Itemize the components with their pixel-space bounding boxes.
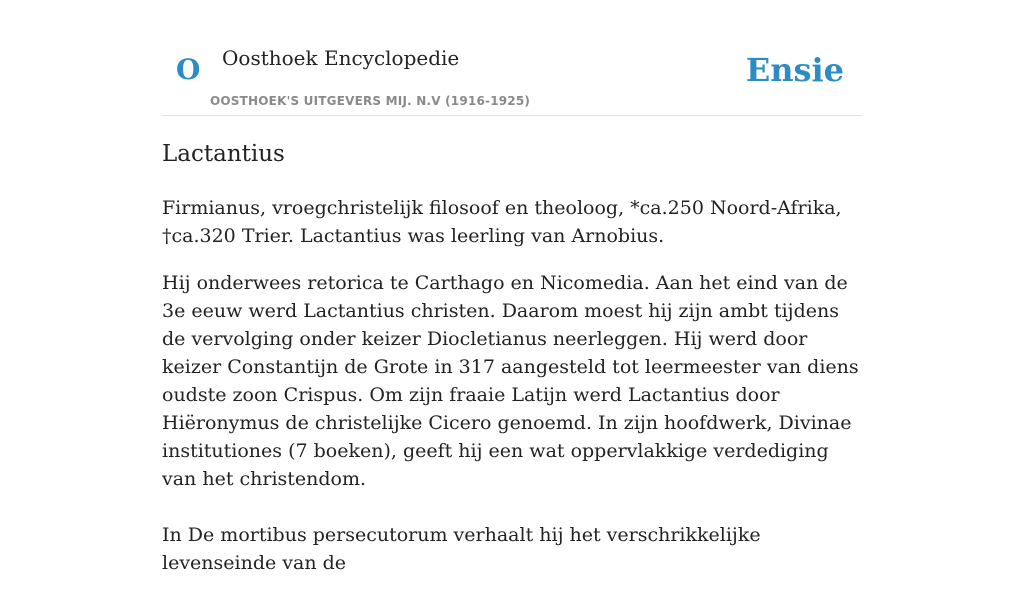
- article-paragraph: Hij onderwees retorica te Carthago en Nicomedia. Aan het eind van de 3e eeuw werd Lactantius christen. Daarom moest hij zijn ambt tijdens de vervolging onder keizer Diocletianus neerleggen. Hij werd door keizer Constantijn de Grote in 317 aangesteld tot leermeester van diens oudste zoon Crispus. Om zijn fraaie Latijn werd Lactantius door Hiëronymus de christelijke Cicero genoemd. In zijn hoofdwerk, Divinae institutiones (7 boeken), geeft hij een wat oppervlakkige verdediging van het christendom.: [162, 272, 859, 490]
- article-content: [162, 138, 862, 596]
- source-logo[interactable]: O: [176, 53, 201, 86]
- ensie-logo-link[interactable]: Ensie: [745, 51, 844, 89]
- source-header: [162, 30, 862, 116]
- source-subtitle: OOSTHOEK'S UITGEVERS MIJ. N.V (1916-1925): [210, 94, 531, 108]
- entry-title: Lactantius: [162, 141, 285, 167]
- article-paragraph: Firmianus, vroegchristelijk filosoof en theoloog, *ca.250 Noord-Afrika, †ca.320 Trier. Lactantius was leerling van Arnobius.: [162, 197, 842, 247]
- article-paragraph: In De mortibus persecutorum verhaalt hij het verschrikkelijke levenseinde van de: [162, 524, 761, 574]
- source-title[interactable]: Oosthoek Encyclopedie: [222, 46, 460, 70]
